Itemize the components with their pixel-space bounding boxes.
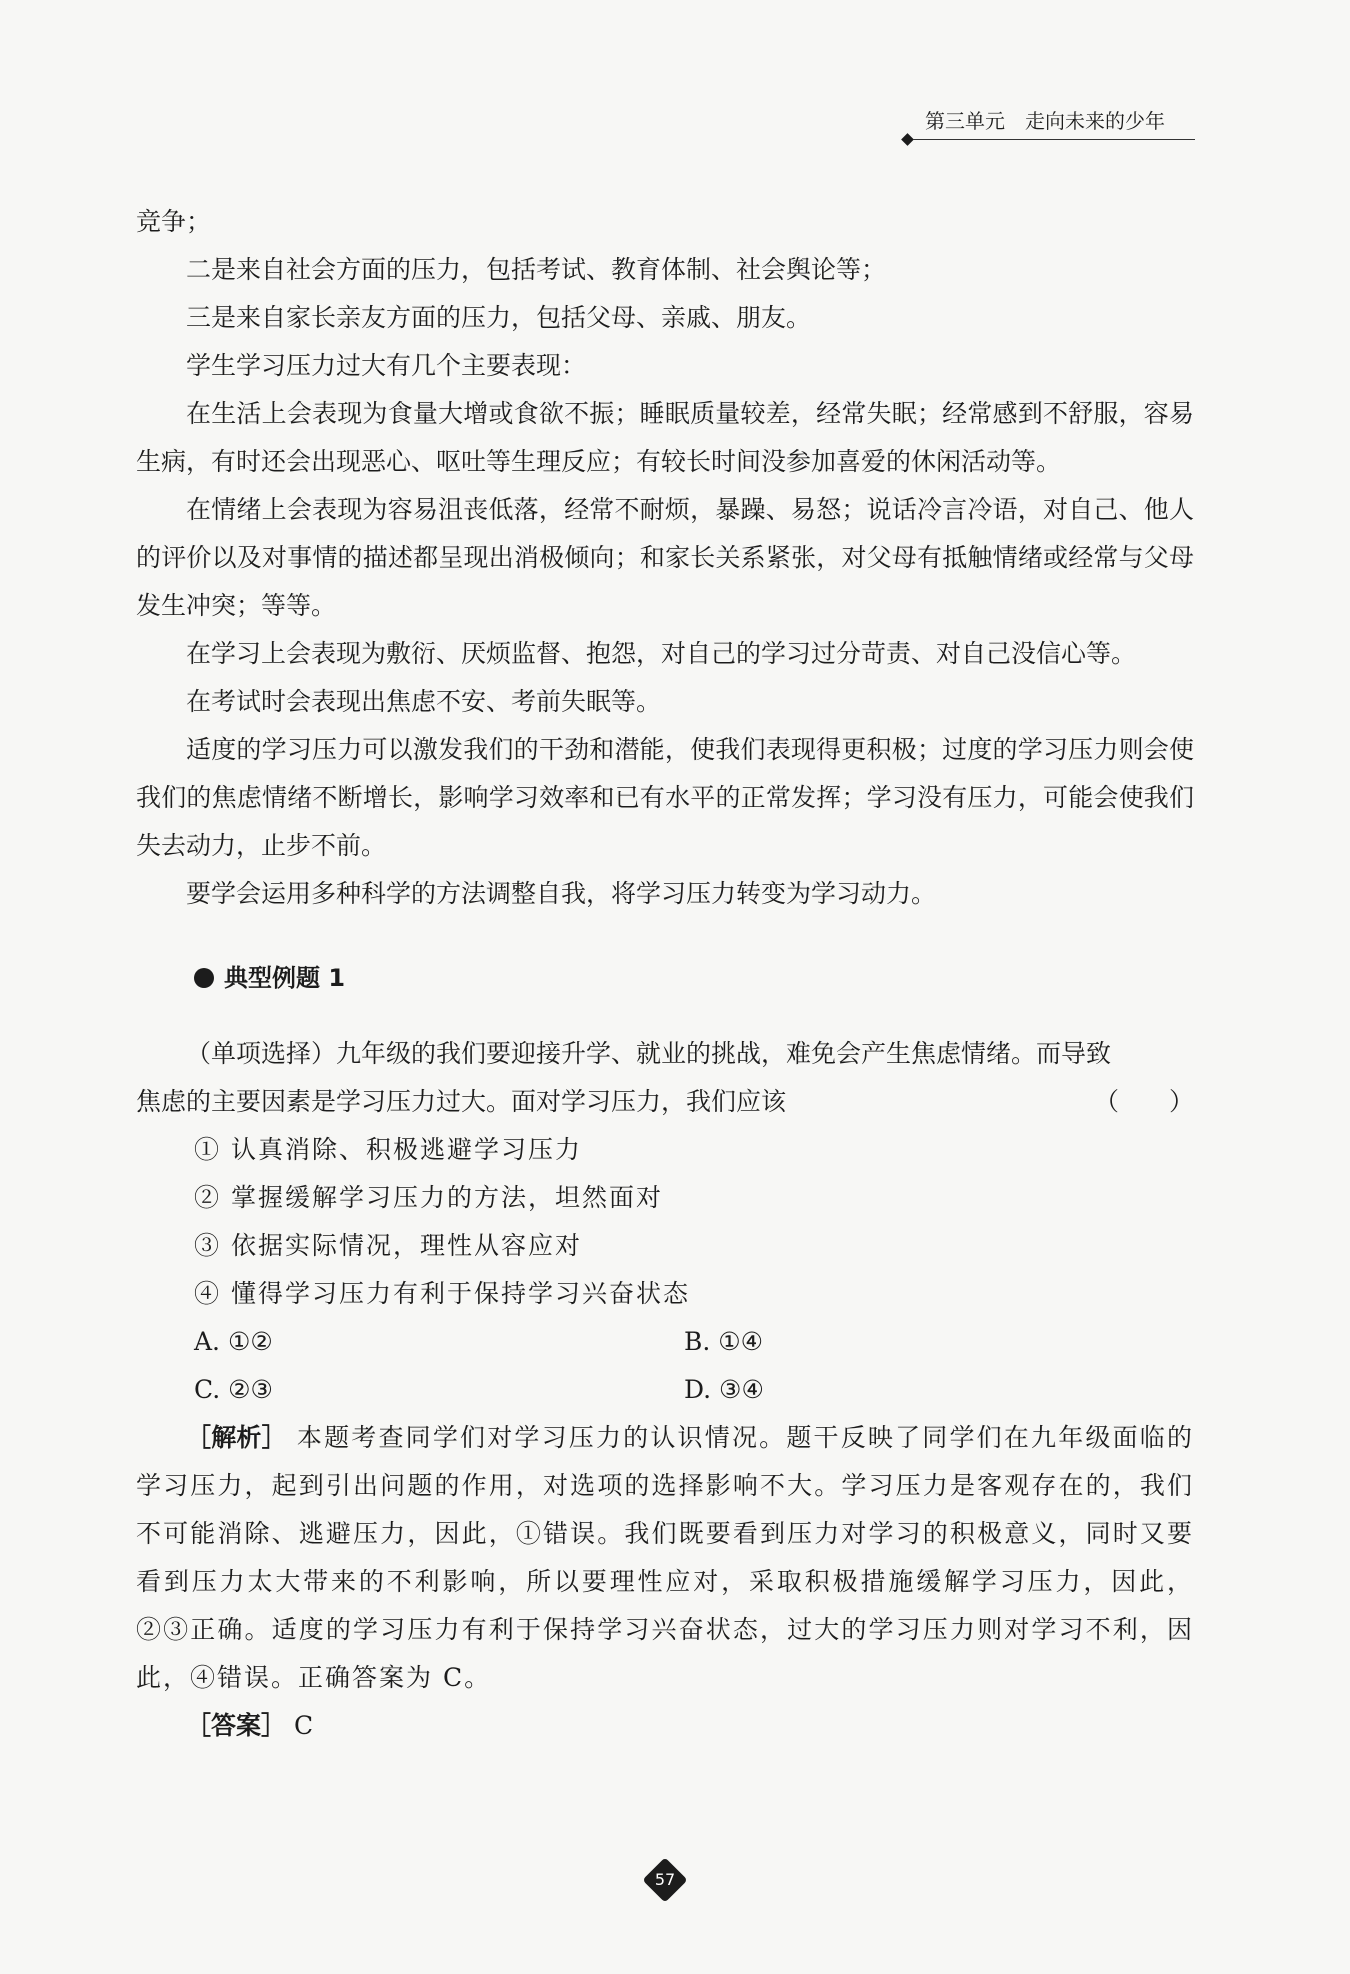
paragraph: 在学习上会表现为敷衍、厌烦监督、抱怨，对自己的学习过分苛责、对自己没信心等。 — [186, 639, 1137, 668]
answer-line — [136, 1702, 1194, 1750]
paragraph: 竞争； — [136, 207, 212, 236]
option-item: ④ 懂得学习压力有利于保持学习兴奋状态 — [194, 1279, 690, 1308]
choice-a: A. ①② — [194, 1327, 273, 1356]
paragraph: 二是来自社会方面的压力，包括考试、教育体制、社会舆论等； — [186, 255, 887, 284]
running-header — [903, 107, 1193, 143]
analysis-label: ［解析］ — [186, 1423, 287, 1452]
paragraph: 三是来自家长亲友方面的压力，包括父母、亲戚、朋友。 — [186, 303, 812, 332]
choice-b: B. ①④ — [684, 1327, 764, 1356]
answer-label: ［答案］ — [186, 1711, 287, 1740]
question-text: 焦虑的主要因素是学习压力过大。面对学习压力，我们应该 — [136, 1087, 787, 1116]
analysis-paragraph — [136, 1414, 1194, 1702]
body-content — [136, 198, 1194, 1750]
paragraph: 要学会运用多种科学的方法调整自我，将学习压力转变为学习动力。 — [186, 879, 937, 908]
diamond-icon — [901, 133, 914, 146]
question-line-1: （单项选择）九年级的我们要迎接升学、就业的挑战，难免会产生焦虑情绪。而导致 — [186, 1039, 1112, 1068]
option-item: ① 认真消除、积极逃避学习压力 — [194, 1135, 582, 1164]
bullet-icon — [194, 968, 214, 988]
header-text: 第三单元 走向未来的少年 — [925, 109, 1165, 133]
question-line-2 — [136, 1078, 1194, 1126]
paragraph: 学生学习压力过大有几个主要表现： — [186, 351, 587, 380]
paragraph: 在考试时会表现出焦虑不安、考前失眠等。 — [186, 687, 662, 716]
answer-choices — [136, 1318, 1194, 1414]
paragraph: 在情绪上会表现为容易沮丧低落，经常不耐烦，暴躁、易怒；说话冷言冷语，对自己、他人的评价以及对事情的描述都呈现出消极倾向；和家长关系紧张，对父母有抵触情绪或经常与父母发生冲突；等等。 — [136, 495, 1194, 620]
choice-d: D. ③④ — [684, 1375, 764, 1404]
analysis-text: 本题考查同学们对学习压力的认识情况。题干反映了同学们在九年级面临的学习压力，起到引出问题的作用，对选项的选择影响不大。学习压力是客观存在的，我们不可能消除、逃避压力，因此，①错误。我们既要看到压力对学习的积极意义，同时又要看到压力太大带来的不利影响，所以要理性应对，采取积极措施缓解学习压力，因此，②③正确。适度的学习压力有利于保持学习兴奋状态，过大的学习压力则对学习不利，因此，④错误。正确答案为 C。 — [136, 1423, 1194, 1692]
answer-value: C — [293, 1711, 314, 1740]
example-title — [136, 954, 1194, 1002]
paragraph: 适度的学习压力可以激发我们的干劲和潜能，使我们表现得更积极；过度的学习压力则会使我们的焦虑情绪不断增长，影响学习效率和已有水平的正常发挥；学习没有压力，可能会使我们失去动力，止步不前。 — [136, 735, 1194, 860]
paragraph: 在生活上会表现为食量大增或食欲不振；睡眠质量较差，经常失眠；经常感到不舒服，容易生病，有时还会出现恶心、呕吐等生理反应；有较长时间没参加喜爱的休闲活动等。 — [136, 399, 1194, 476]
header-rule — [913, 139, 1195, 140]
page-number-badge — [643, 1858, 687, 1902]
choice-c: C. ②③ — [194, 1375, 273, 1404]
answer-blank: （ ） — [1093, 1087, 1194, 1116]
option-item: ② 掌握缓解学习压力的方法，坦然面对 — [194, 1183, 663, 1212]
option-item: ③ 依据实际情况，理性从容应对 — [194, 1231, 582, 1260]
page-number: 57 — [654, 1870, 676, 1889]
example-title-text: 典型例题 1 — [224, 964, 346, 992]
